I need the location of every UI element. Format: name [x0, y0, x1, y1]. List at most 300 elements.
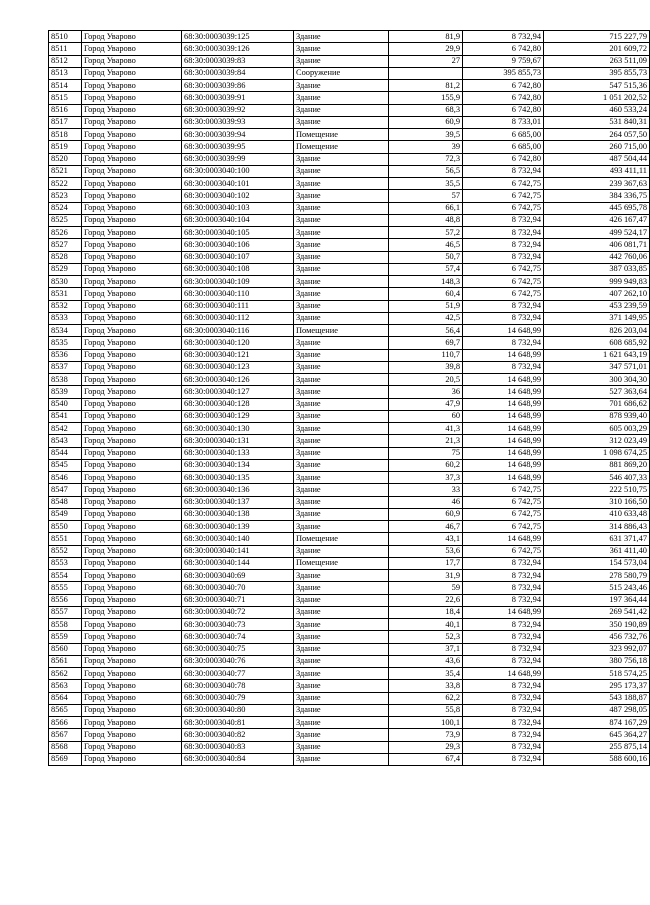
cadastral-value-cell: 608 685,92 [544, 337, 650, 349]
unit-value-cell: 8 732,94 [463, 337, 544, 349]
cadastral-number-cell: 68:30:0003040:82 [182, 729, 294, 741]
row-number-cell: 8532 [49, 300, 82, 312]
cadastral-value-cell: 260 715,00 [544, 141, 650, 153]
object-type-cell: Здание [294, 582, 389, 594]
unit-value-cell: 14 648,99 [463, 472, 544, 484]
municipality-cell: Город Уварово [82, 190, 182, 202]
area-cell: 37,1 [389, 643, 463, 655]
cadastral-number-cell: 68:30:0003040:136 [182, 484, 294, 496]
table-row [49, 423, 650, 435]
unit-value-cell: 6 742,75 [463, 276, 544, 288]
object-type-cell: Здание [294, 508, 389, 520]
municipality-cell: Город Уварово [82, 312, 182, 324]
municipality-cell: Город Уварово [82, 325, 182, 337]
table-row [49, 741, 650, 753]
table-body [49, 31, 650, 766]
cadastral-value-cell: 269 541,42 [544, 606, 650, 618]
object-type-cell: Здание [294, 214, 389, 226]
unit-value-cell: 6 742,75 [463, 202, 544, 214]
cadastral-value-cell: 456 732,76 [544, 631, 650, 643]
table-row [49, 753, 650, 765]
object-type-cell: Здание [294, 227, 389, 239]
table-row [49, 80, 650, 92]
area-cell: 27 [389, 55, 463, 67]
unit-value-cell: 6 742,75 [463, 178, 544, 190]
cadastral-number-cell: 68:30:0003040:129 [182, 410, 294, 422]
area-cell: 75 [389, 447, 463, 459]
row-number-cell: 8529 [49, 263, 82, 275]
table-row [49, 692, 650, 704]
cadastral-value-cell: 460 533,24 [544, 104, 650, 116]
cadastral-number-cell: 68:30:0003039:84 [182, 67, 294, 79]
unit-value-cell: 6 685,00 [463, 129, 544, 141]
unit-value-cell: 8 732,94 [463, 300, 544, 312]
area-cell: 36 [389, 386, 463, 398]
cadastral-value-cell: 310 166,50 [544, 496, 650, 508]
table-row [49, 594, 650, 606]
area-cell: 17,7 [389, 557, 463, 569]
cadastral-value-cell: 453 239,59 [544, 300, 650, 312]
unit-value-cell: 8 732,94 [463, 251, 544, 263]
area-cell: 66,1 [389, 202, 463, 214]
object-type-cell: Здание [294, 398, 389, 410]
municipality-cell: Город Уварово [82, 435, 182, 447]
object-type-cell: Помещение [294, 533, 389, 545]
area-cell: 81,2 [389, 80, 463, 92]
cadastral-value-cell: 999 949,83 [544, 276, 650, 288]
cadastral-value-cell: 715 227,79 [544, 31, 650, 43]
cadastral-value-cell: 300 304,30 [544, 374, 650, 386]
municipality-cell: Город Уварово [82, 337, 182, 349]
unit-value-cell: 8 732,94 [463, 741, 544, 753]
cadastral-number-cell: 68:30:0003040:128 [182, 398, 294, 410]
object-type-cell: Здание [294, 435, 389, 447]
row-number-cell: 8516 [49, 104, 82, 116]
cadastral-value-cell: 278 580,79 [544, 570, 650, 582]
cadastral-number-cell: 68:30:0003040:141 [182, 545, 294, 557]
area-cell: 33 [389, 484, 463, 496]
unit-value-cell: 8 732,94 [463, 570, 544, 582]
municipality-cell: Город Уварово [82, 508, 182, 520]
row-number-cell: 8523 [49, 190, 82, 202]
unit-value-cell: 6 742,75 [463, 496, 544, 508]
municipality-cell: Город Уварово [82, 202, 182, 214]
table-row [49, 178, 650, 190]
unit-value-cell: 8 732,94 [463, 717, 544, 729]
object-type-cell: Здание [294, 692, 389, 704]
cadastral-value-cell: 645 364,27 [544, 729, 650, 741]
object-type-cell: Здание [294, 43, 389, 55]
object-type-cell: Здание [294, 55, 389, 67]
unit-value-cell: 14 648,99 [463, 533, 544, 545]
cadastral-value-cell: 487 298,05 [544, 704, 650, 716]
unit-value-cell: 8 732,94 [463, 643, 544, 655]
area-cell: 62,2 [389, 692, 463, 704]
cadastral-number-cell: 68:30:0003039:83 [182, 55, 294, 67]
cadastral-value-cell: 264 057,50 [544, 129, 650, 141]
unit-value-cell: 14 648,99 [463, 386, 544, 398]
object-type-cell: Здание [294, 374, 389, 386]
row-number-cell: 8527 [49, 239, 82, 251]
cadastral-value-cell: 546 407,33 [544, 472, 650, 484]
row-number-cell: 8547 [49, 484, 82, 496]
area-cell: 33,8 [389, 680, 463, 692]
municipality-cell: Город Уварово [82, 643, 182, 655]
municipality-cell: Город Уварово [82, 704, 182, 716]
table-row [49, 190, 650, 202]
municipality-cell: Город Уварово [82, 153, 182, 165]
table-row [49, 668, 650, 680]
cadastral-value-cell: 314 886,43 [544, 521, 650, 533]
municipality-cell: Город Уварово [82, 349, 182, 361]
row-number-cell: 8544 [49, 447, 82, 459]
cadastral-value-cell: 605 003,29 [544, 423, 650, 435]
unit-value-cell: 6 742,75 [463, 288, 544, 300]
cadastral-value-cell: 543 188,87 [544, 692, 650, 704]
row-number-cell: 8515 [49, 92, 82, 104]
cadastral-number-cell: 68:30:0003040:100 [182, 165, 294, 177]
area-cell: 60,9 [389, 508, 463, 520]
row-number-cell: 8555 [49, 582, 82, 594]
municipality-cell: Город Уварово [82, 459, 182, 471]
cadastral-number-cell: 68:30:0003040:83 [182, 741, 294, 753]
table-row [49, 239, 650, 251]
unit-value-cell: 14 648,99 [463, 423, 544, 435]
cadastral-value-cell: 312 023,49 [544, 435, 650, 447]
municipality-cell: Город Уварово [82, 410, 182, 422]
cadastral-value-cell: 323 992,07 [544, 643, 650, 655]
object-type-cell: Здание [294, 178, 389, 190]
unit-value-cell: 6 685,00 [463, 141, 544, 153]
cadastral-value-cell: 499 524,17 [544, 227, 650, 239]
table-row [49, 55, 650, 67]
object-type-cell: Здание [294, 423, 389, 435]
object-type-cell: Здание [294, 643, 389, 655]
unit-value-cell: 14 648,99 [463, 435, 544, 447]
unit-value-cell: 8 732,94 [463, 165, 544, 177]
table-row [49, 704, 650, 716]
unit-value-cell: 8 733,01 [463, 116, 544, 128]
cadastral-value-cell: 531 840,31 [544, 116, 650, 128]
cadastral-number-cell: 68:30:0003040:78 [182, 680, 294, 692]
unit-value-cell: 8 732,94 [463, 361, 544, 373]
object-type-cell: Здание [294, 165, 389, 177]
cadastral-number-cell: 68:30:0003040:112 [182, 312, 294, 324]
unit-value-cell: 9 759,67 [463, 55, 544, 67]
object-type-cell: Здание [294, 472, 389, 484]
row-number-cell: 8551 [49, 533, 82, 545]
table-row [49, 263, 650, 275]
area-cell: 60,9 [389, 116, 463, 128]
unit-value-cell: 8 732,94 [463, 31, 544, 43]
object-type-cell: Здание [294, 459, 389, 471]
municipality-cell: Город Уварово [82, 361, 182, 373]
cadastral-number-cell: 68:30:0003040:144 [182, 557, 294, 569]
row-number-cell: 8514 [49, 80, 82, 92]
cadastral-value-cell: 547 515,36 [544, 80, 650, 92]
unit-value-cell: 8 732,94 [463, 753, 544, 765]
area-cell: 39 [389, 141, 463, 153]
cadastral-number-cell: 68:30:0003040:131 [182, 435, 294, 447]
table-row [49, 386, 650, 398]
table-row [49, 435, 650, 447]
object-type-cell: Здание [294, 288, 389, 300]
cadastral-value-cell: 1 621 643,19 [544, 349, 650, 361]
cadastral-number-cell: 68:30:0003039:86 [182, 80, 294, 92]
unit-value-cell: 6 742,75 [463, 190, 544, 202]
area-cell: 37,3 [389, 472, 463, 484]
object-type-cell: Здание [294, 337, 389, 349]
municipality-cell: Город Уварово [82, 374, 182, 386]
municipality-cell: Город Уварово [82, 239, 182, 251]
municipality-cell: Город Уварово [82, 692, 182, 704]
municipality-cell: Город Уварово [82, 472, 182, 484]
table-row [49, 276, 650, 288]
cadastral-number-cell: 68:30:0003040:70 [182, 582, 294, 594]
unit-value-cell: 8 732,94 [463, 692, 544, 704]
cadastral-number-cell: 68:30:0003040:80 [182, 704, 294, 716]
row-number-cell: 8542 [49, 423, 82, 435]
object-type-cell: Здание [294, 410, 389, 422]
cadastral-value-cell: 361 411,40 [544, 545, 650, 557]
row-number-cell: 8537 [49, 361, 82, 373]
table-row [49, 227, 650, 239]
object-type-cell: Здание [294, 704, 389, 716]
cadastral-value-cell: 384 336,75 [544, 190, 650, 202]
area-cell: 29,3 [389, 741, 463, 753]
municipality-cell: Город Уварово [82, 178, 182, 190]
row-number-cell: 8563 [49, 680, 82, 692]
table-row [49, 116, 650, 128]
table-row [49, 570, 650, 582]
area-cell [389, 67, 463, 79]
municipality-cell: Город Уварово [82, 288, 182, 300]
row-number-cell: 8538 [49, 374, 82, 386]
unit-value-cell: 8 732,94 [463, 704, 544, 716]
area-cell: 39,5 [389, 129, 463, 141]
cadastral-number-cell: 68:30:0003040:77 [182, 668, 294, 680]
area-cell: 39,8 [389, 361, 463, 373]
cadastral-value-cell: 263 511,09 [544, 55, 650, 67]
municipality-cell: Город Уварово [82, 31, 182, 43]
row-number-cell: 8566 [49, 717, 82, 729]
object-type-cell: Здание [294, 31, 389, 43]
cadastral-number-cell: 68:30:0003040:127 [182, 386, 294, 398]
table-row [49, 300, 650, 312]
area-cell: 21,3 [389, 435, 463, 447]
unit-value-cell: 8 732,94 [463, 655, 544, 667]
cadastral-value-cell: 387 033,85 [544, 263, 650, 275]
object-type-cell: Здание [294, 386, 389, 398]
unit-value-cell: 8 732,94 [463, 619, 544, 631]
row-number-cell: 8541 [49, 410, 82, 422]
area-cell: 46,5 [389, 239, 463, 251]
unit-value-cell: 8 732,94 [463, 214, 544, 226]
table-row [49, 472, 650, 484]
cadastral-number-cell: 68:30:0003040:135 [182, 472, 294, 484]
cadastral-number-cell: 68:30:0003040:120 [182, 337, 294, 349]
municipality-cell: Город Уварово [82, 619, 182, 631]
table-row [49, 729, 650, 741]
object-type-cell: Здание [294, 153, 389, 165]
row-number-cell: 8553 [49, 557, 82, 569]
cadastral-number-cell: 68:30:0003039:92 [182, 104, 294, 116]
area-cell: 53,6 [389, 545, 463, 557]
unit-value-cell: 8 732,94 [463, 557, 544, 569]
object-type-cell: Здание [294, 263, 389, 275]
cadastral-value-cell: 406 081,71 [544, 239, 650, 251]
cadastral-number-cell: 68:30:0003040:133 [182, 447, 294, 459]
row-number-cell: 8539 [49, 386, 82, 398]
municipality-cell: Город Уварово [82, 67, 182, 79]
cadastral-value-cell: 445 695,78 [544, 202, 650, 214]
cadastral-number-cell: 68:30:0003040:101 [182, 178, 294, 190]
area-cell: 51,9 [389, 300, 463, 312]
cadastral-value-cell: 1 098 674,25 [544, 447, 650, 459]
area-cell: 57 [389, 190, 463, 202]
cadastral-number-cell: 68:30:0003040:123 [182, 361, 294, 373]
object-type-cell: Здание [294, 594, 389, 606]
cadastral-value-cell: 201 609,72 [544, 43, 650, 55]
cadastral-number-cell: 68:30:0003039:95 [182, 141, 294, 153]
row-number-cell: 8567 [49, 729, 82, 741]
municipality-cell: Город Уварово [82, 606, 182, 618]
unit-value-cell: 8 732,94 [463, 680, 544, 692]
table-row [49, 545, 650, 557]
object-type-cell: Здание [294, 361, 389, 373]
table-row [49, 398, 650, 410]
cadastral-value-cell: 222 510,75 [544, 484, 650, 496]
unit-value-cell: 6 742,80 [463, 92, 544, 104]
object-type-cell: Помещение [294, 141, 389, 153]
cadastral-number-cell: 68:30:0003040:79 [182, 692, 294, 704]
row-number-cell: 8530 [49, 276, 82, 288]
area-cell: 60,2 [389, 459, 463, 471]
municipality-cell: Город Уварово [82, 570, 182, 582]
municipality-cell: Город Уварово [82, 729, 182, 741]
cadastral-number-cell: 68:30:0003040:116 [182, 325, 294, 337]
municipality-cell: Город Уварово [82, 141, 182, 153]
row-number-cell: 8536 [49, 349, 82, 361]
cadastral-value-cell: 350 190,89 [544, 619, 650, 631]
cadastral-value-table [48, 30, 650, 766]
municipality-cell: Город Уварово [82, 263, 182, 275]
table-row [49, 361, 650, 373]
row-number-cell: 8525 [49, 214, 82, 226]
municipality-cell: Город Уварово [82, 92, 182, 104]
municipality-cell: Город Уварово [82, 300, 182, 312]
object-type-cell: Здание [294, 300, 389, 312]
municipality-cell: Город Уварово [82, 521, 182, 533]
municipality-cell: Город Уварово [82, 80, 182, 92]
table-row [49, 141, 650, 153]
row-number-cell: 8545 [49, 459, 82, 471]
area-cell: 50,7 [389, 251, 463, 263]
table-row [49, 104, 650, 116]
object-type-cell: Здание [294, 92, 389, 104]
cadastral-number-cell: 68:30:0003040:73 [182, 619, 294, 631]
unit-value-cell: 14 648,99 [463, 398, 544, 410]
cadastral-value-cell: 410 633,48 [544, 508, 650, 520]
unit-value-cell: 14 648,99 [463, 325, 544, 337]
area-cell: 59 [389, 582, 463, 594]
cadastral-value-cell: 701 686,62 [544, 398, 650, 410]
cadastral-number-cell: 68:30:0003040:105 [182, 227, 294, 239]
municipality-cell: Город Уварово [82, 533, 182, 545]
table-row [49, 251, 650, 263]
cadastral-number-cell: 68:30:0003039:93 [182, 116, 294, 128]
cadastral-value-cell: 371 149,95 [544, 312, 650, 324]
municipality-cell: Город Уварово [82, 594, 182, 606]
table-row [49, 214, 650, 226]
cadastral-number-cell: 68:30:0003039:126 [182, 43, 294, 55]
area-cell: 35,5 [389, 178, 463, 190]
area-cell: 42,5 [389, 312, 463, 324]
object-type-cell: Здание [294, 521, 389, 533]
row-number-cell: 8552 [49, 545, 82, 557]
cadastral-value-cell: 493 411,11 [544, 165, 650, 177]
municipality-cell: Город Уварово [82, 386, 182, 398]
row-number-cell: 8528 [49, 251, 82, 263]
table-row [49, 631, 650, 643]
object-type-cell: Здание [294, 251, 389, 263]
area-cell: 155,9 [389, 92, 463, 104]
cadastral-value-cell: 826 203,04 [544, 325, 650, 337]
object-type-cell: Здание [294, 619, 389, 631]
area-cell: 47,9 [389, 398, 463, 410]
table-row [49, 521, 650, 533]
cadastral-value-cell: 407 262,10 [544, 288, 650, 300]
area-cell: 57,2 [389, 227, 463, 239]
area-cell: 40,1 [389, 619, 463, 631]
cadastral-number-cell: 68:30:0003039:99 [182, 153, 294, 165]
cadastral-value-cell: 874 167,29 [544, 717, 650, 729]
row-number-cell: 8535 [49, 337, 82, 349]
cadastral-number-cell: 68:30:0003039:125 [182, 31, 294, 43]
object-type-cell: Здание [294, 655, 389, 667]
cadastral-number-cell: 68:30:0003040:76 [182, 655, 294, 667]
cadastral-number-cell: 68:30:0003040:71 [182, 594, 294, 606]
area-cell: 56,4 [389, 325, 463, 337]
document-page [48, 30, 647, 766]
cadastral-value-cell: 255 875,14 [544, 741, 650, 753]
municipality-cell: Город Уварово [82, 668, 182, 680]
cadastral-value-cell: 588 600,16 [544, 753, 650, 765]
cadastral-number-cell: 68:30:0003040:110 [182, 288, 294, 300]
object-type-cell: Помещение [294, 325, 389, 337]
cadastral-value-cell: 197 364,44 [544, 594, 650, 606]
table-row [49, 337, 650, 349]
object-type-cell: Здание [294, 741, 389, 753]
cadastral-value-cell: 239 367,63 [544, 178, 650, 190]
cadastral-value-cell: 518 574,25 [544, 668, 650, 680]
object-type-cell: Здание [294, 116, 389, 128]
area-cell: 52,3 [389, 631, 463, 643]
municipality-cell: Город Уварово [82, 447, 182, 459]
unit-value-cell: 8 732,94 [463, 631, 544, 643]
row-number-cell: 8557 [49, 606, 82, 618]
cadastral-number-cell: 68:30:0003040:74 [182, 631, 294, 643]
cadastral-number-cell: 68:30:0003040:111 [182, 300, 294, 312]
unit-value-cell: 14 648,99 [463, 447, 544, 459]
area-cell: 110,7 [389, 349, 463, 361]
object-type-cell: Помещение [294, 129, 389, 141]
row-number-cell: 8533 [49, 312, 82, 324]
table-row [49, 447, 650, 459]
row-number-cell: 8560 [49, 643, 82, 655]
cadastral-value-cell: 1 051 202,52 [544, 92, 650, 104]
table-row [49, 92, 650, 104]
